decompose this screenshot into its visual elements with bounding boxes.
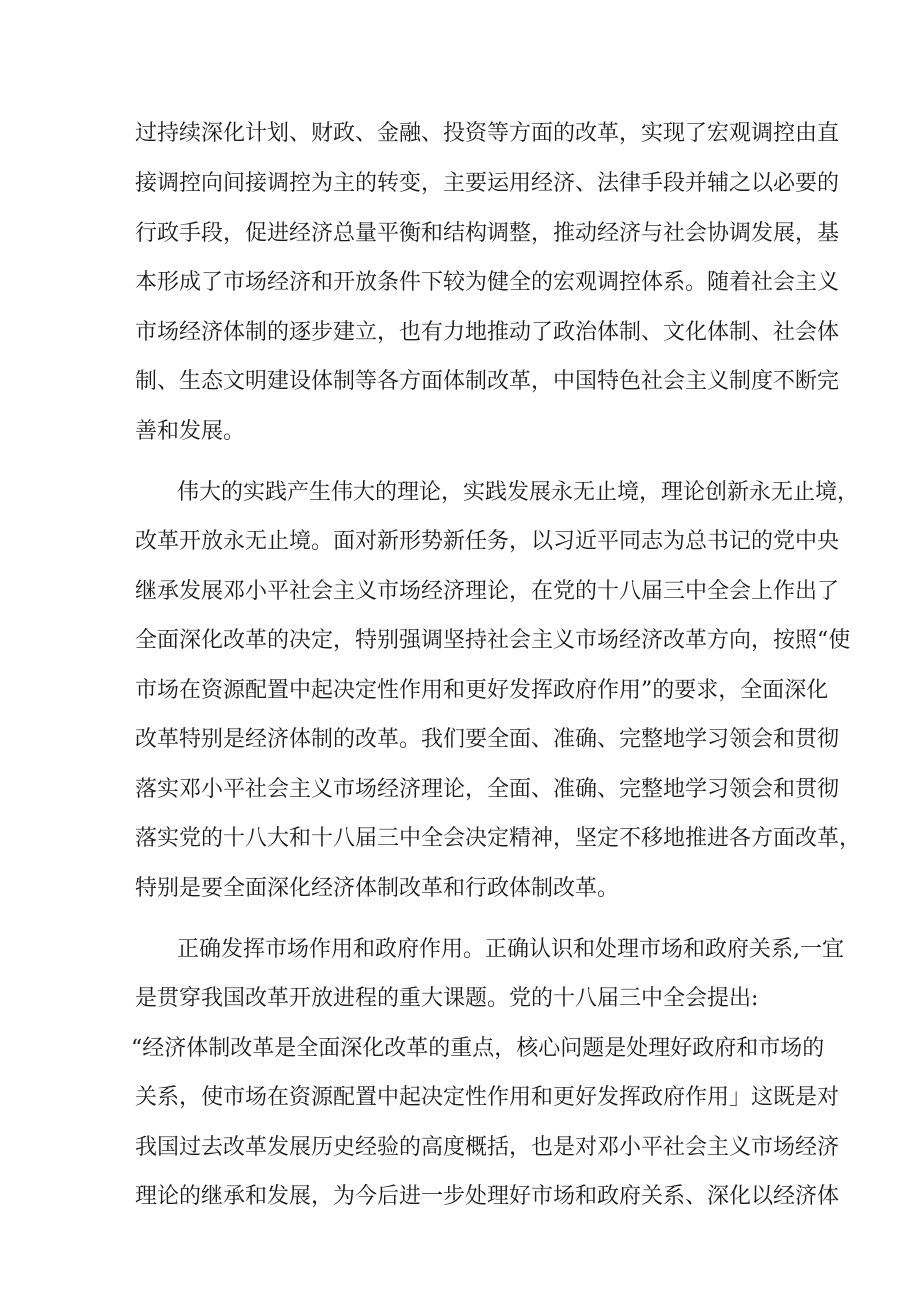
paragraph-2-line-3: 继承发展邓小平社会主义市场经济理论，在党的十八届三中全会上作出了 <box>135 579 840 604</box>
paragraph-1-line-4: 本形成了市场经济和开放条件下较为健全的宏观调控体系。随着社会主义 <box>135 270 840 295</box>
paragraph-1-line-3: 行政手段，促进经济总量平衡和结构调整，推动经济与社会协调发展，基 <box>135 221 840 246</box>
paragraph-3-line-1: 正确发挥市场作用和政府作用。正确认识和处理市场和政府关系,一宜 <box>177 937 844 962</box>
paragraph-1-line-6: 制、生态文明建设体制等各方面体制改革，中国特色社会主义制度不断完 <box>135 369 840 394</box>
paragraph-2-line-4: 全面深化改革的决定，特别强调坚持社会主义市场经济改革方向，按照“使 <box>135 628 851 653</box>
paragraph-1-line-5: 市场经济体制的逐步建立，也有力地推动了政治体制、文化体制、社会体 <box>135 320 840 345</box>
paragraph-3-line-5: 我国过去改革发展历史经验的高度概括，也是对邓小平社会主义市场经济 <box>135 1135 840 1160</box>
paragraph-2-line-5: 市场在资源配置中起决定性作用和更好发挥政府作用”的要求，全面深化 <box>135 678 829 703</box>
paragraph-2-line-2: 改革开放永无止境。面对新形势新任务，以习近平同志为总书记的党中央 <box>135 529 840 554</box>
paragraph-2-line-6: 改革特别是经济体制的改革。我们要全面、准确、完整地学习领会和贯彻 <box>135 727 840 752</box>
paragraph-1-line-2: 接调控向间接调控为主的转变，主要运用经济、法律手段并辅之以必要的 <box>135 171 840 196</box>
paragraph-3-line-3: “经济体制改革是全面深化改革的重点，核心问题是处理好政府和市场的 <box>131 1036 825 1061</box>
paragraph-2-line-8: 落实党的十八大和十八届三中全会决定精神，坚定不移地推进各方面改革， <box>135 826 862 851</box>
paragraph-3-line-2: 是贯穿我国改革开放进程的重大课题。党的十八届三中全会提出: <box>135 986 759 1011</box>
paragraph-3-line-6: 理论的继承和发展，为今后进一步处理好市场和政府关系、深化以经济体 <box>135 1184 840 1209</box>
paragraph-2-line-7: 落实邓小平社会主义市场经济理论，全面、准确、完整地学习领会和贯彻 <box>135 777 840 802</box>
paragraph-2-line-1: 伟大的实践产生伟大的理论，实践发展永无止境，理论创新永无止境， <box>177 480 860 505</box>
paragraph-2-line-9: 特别是要全面深化经济体制改革和行政体制改革。 <box>135 876 620 901</box>
paragraph-3-line-4: 关系，使市场在资源配置中起决定性作用和更好发挥政府作用」这既是对 <box>135 1085 840 1110</box>
paragraph-1-line-7: 善和发展。 <box>135 419 246 444</box>
paragraph-1-line-1: 过持续深化计划、财政、金融、投资等方面的改革，实现了宏观调控由直 <box>135 121 840 146</box>
